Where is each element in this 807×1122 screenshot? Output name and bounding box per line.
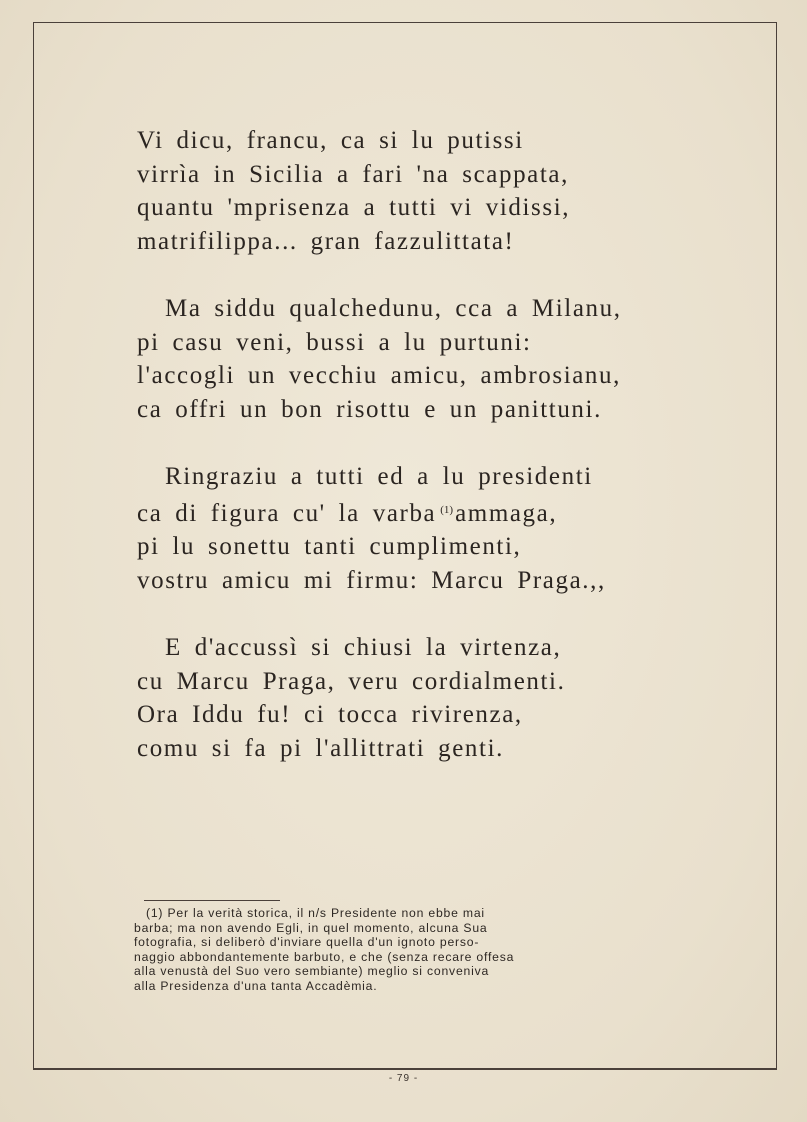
footnote-line: barba; ma non avendo Egli, in quel momento, alcuna Sua xyxy=(134,920,488,935)
stanza-1 xyxy=(137,124,697,258)
footnote-separator xyxy=(144,900,280,901)
poem-line: Ma siddu qualchedunu, cca a Milanu, xyxy=(165,295,622,322)
poem-line: Ringraziu a tutti ed a lu presidenti xyxy=(165,463,593,490)
poem-line: l'accogli un vecchiu amicu, ambrosianu, xyxy=(137,362,621,389)
poem-line: comu si fa pi l'allittrati genti. xyxy=(137,734,504,762)
footnote xyxy=(134,906,684,994)
poem-line: vostru amicu mi firmu: Marcu Praga.,, xyxy=(137,566,606,594)
poem-line: Ora Iddu fu! ci tocca rivirenza, xyxy=(137,701,523,728)
poem-line-part: ca di figura cu' la varba xyxy=(137,499,437,527)
poem-line: quantu 'mprisenza a tutti vi vidissi, xyxy=(137,194,571,221)
stanza-3 xyxy=(137,460,697,597)
poem-line-part: ammaga, xyxy=(455,499,558,527)
footnote-line: (1) Per la verità storica, il n/s Presidente non ebbe mai xyxy=(146,906,485,920)
poem-line: ca offri un bon risottu e un panittuni. xyxy=(137,395,602,423)
footnote-line: alla venustà del Suo vero sembiante) meglio si conveniva xyxy=(134,964,490,979)
poem-line: cu Marcu Praga, veru cordialmenti. xyxy=(137,667,566,695)
stanza-2 xyxy=(137,292,697,426)
poem xyxy=(137,124,697,800)
bottom-rule xyxy=(33,1069,777,1070)
page-number: - 79 - xyxy=(388,1073,419,1084)
footnote-line: fotografia, si deliberò d'inviare quella d'un ignoto perso- xyxy=(134,935,480,950)
poem-line: virrìa in Sicilia a fari 'na scappata, xyxy=(137,160,569,188)
footnote-line: naggio abbondantemente barbuto, e che (senza recare offesa xyxy=(134,949,515,964)
poem-line: Vi dicu, francu, ca si lu putissi xyxy=(137,127,524,154)
poem-line: E d'accussì si chiusi la virtenza, xyxy=(165,634,562,661)
poem-line: pi casu veni, bussi a lu purtuni: xyxy=(137,328,532,356)
footnote-reference: (1) xyxy=(440,503,454,516)
poem-line: pi lu sonettu tanti cumplimenti, xyxy=(137,533,522,560)
poem-line: matrifilippa... gran fazzulittata! xyxy=(137,227,515,255)
stanza-4 xyxy=(137,631,697,765)
poem-line-with-footnote-ref xyxy=(137,494,697,531)
footnote-line: alla Presidenza d'una tanta Accadèmia. xyxy=(134,978,378,993)
